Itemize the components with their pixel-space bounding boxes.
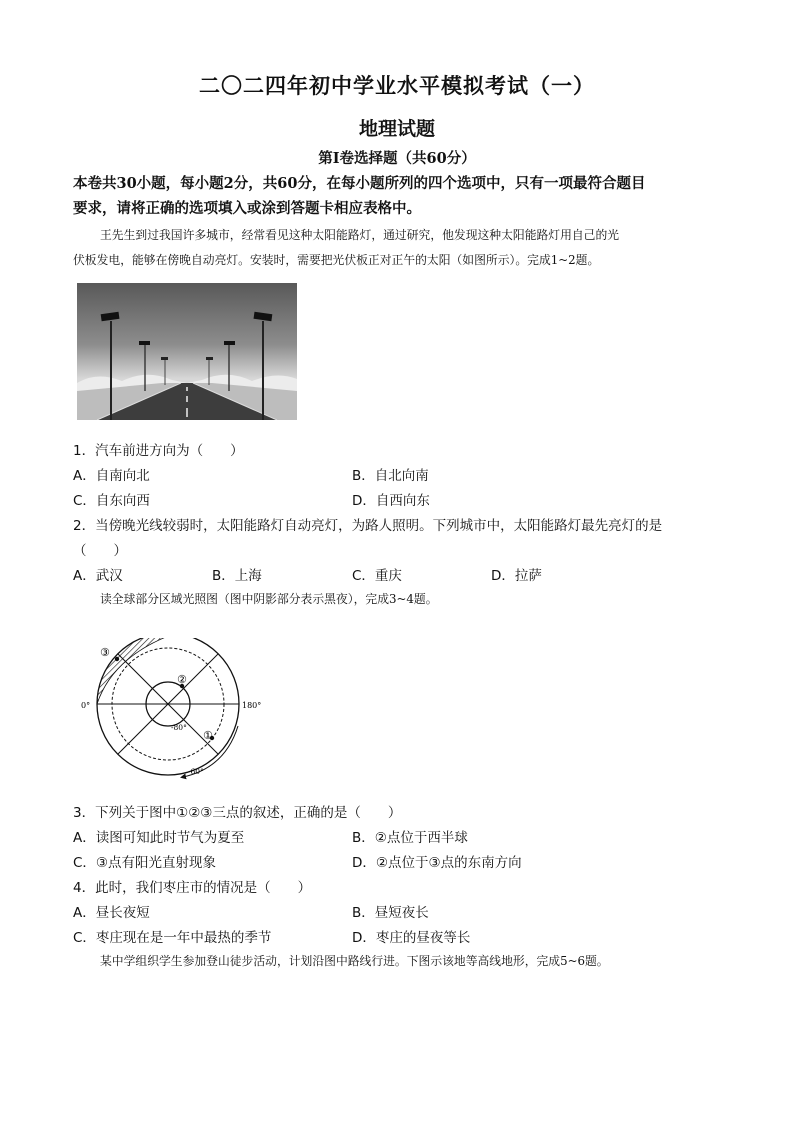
section-title: 第Ⅰ卷选择题（共60分）	[318, 150, 476, 167]
label-minus-60: -60°	[188, 767, 204, 776]
question-2-option-d[interactable]: D．拉萨	[491, 568, 542, 584]
passage-2-line-1: 读全球部分区域光照图（图中阴影部分表示黑夜），完成3~4题。	[100, 592, 438, 606]
question-4-option-a[interactable]: A．昼长夜短	[73, 905, 150, 921]
question-2-option-c[interactable]: C．重庆	[352, 568, 402, 584]
question-3-option-b[interactable]: B．②点位于西半球	[352, 830, 468, 846]
illumination-diagram	[75, 638, 275, 783]
question-3-option-d[interactable]: D．②点位于③点的东南方向	[352, 855, 522, 871]
passage-1-line-1: 王先生到过我国许多城市，经常看见这种太阳能路灯，通过研究，他发现这种太阳能路灯用自己的光	[100, 228, 620, 242]
question-1-option-c[interactable]: C．自东向西	[73, 493, 150, 509]
question-4-option-c[interactable]: C．枣庄现在是一年中最热的季节	[73, 930, 272, 946]
instruction-line-2: 要求，请将正确的选项填入或涂到答题卡相应表格中。	[73, 200, 421, 217]
label-point-1: ①	[203, 729, 213, 742]
question-4-option-d[interactable]: D．枣庄的昼夜等长	[352, 930, 471, 946]
instruction-line-1: 本卷共30小题，每小题2分，共60分，在每小题所列的四个选项中，只有一项最符合题目	[73, 175, 646, 192]
label-minus-80: -80°	[171, 723, 187, 732]
question-4-option-b[interactable]: B．昼短夜长	[352, 905, 429, 921]
question-2-stem: 2．当傍晚光线较弱时，太阳能路灯自动亮灯，为路人照明。下列城市中，太阳能路灯最先亮灯的是	[73, 518, 663, 534]
label-0-degree: 0°	[81, 701, 91, 710]
question-3-option-c[interactable]: C．③点有阳光直射现象	[73, 855, 217, 871]
label-point-2: ②	[177, 673, 187, 686]
question-4-stem: 4．此时，我们枣庄市的情况是（ ）	[73, 880, 312, 896]
question-2-option-b[interactable]: B．上海	[212, 568, 262, 584]
question-1-option-b[interactable]: B．自北向南	[352, 468, 429, 484]
question-2-stem-cont: （ ）	[73, 543, 127, 559]
passage-1-line-2: 伏板发电，能够在傍晚自动亮灯。安装时，需要把光伏板正对正午的太阳（如图所示）。完成1~2题。	[73, 253, 600, 267]
question-2-option-a[interactable]: A．武汉	[73, 568, 123, 584]
question-3-stem: 3．下列关于图中①②③三点的叙述，正确的是（ ）	[73, 805, 402, 821]
solar-street-light-photo	[77, 283, 297, 420]
label-180-degree: 180°	[242, 701, 262, 710]
question-1-option-a[interactable]: A．自南向北	[73, 468, 150, 484]
subject-title: 地理试题	[358, 118, 435, 140]
question-1-option-d[interactable]: D．自西向东	[352, 493, 430, 509]
question-1-stem: 1．汽车前进方向为（ ）	[73, 443, 244, 459]
label-point-3: ③	[100, 646, 110, 659]
passage-3-line-1: 某中学组织学生参加登山徒步活动，计划沿图中路线行进。下图示该地等高线地形，完成5~6题。	[100, 954, 609, 968]
exam-title: 二〇二四年初中学业水平模拟考试（一）	[199, 73, 595, 98]
question-3-option-a[interactable]: A．读图可知此时节气为夏至	[73, 830, 245, 846]
